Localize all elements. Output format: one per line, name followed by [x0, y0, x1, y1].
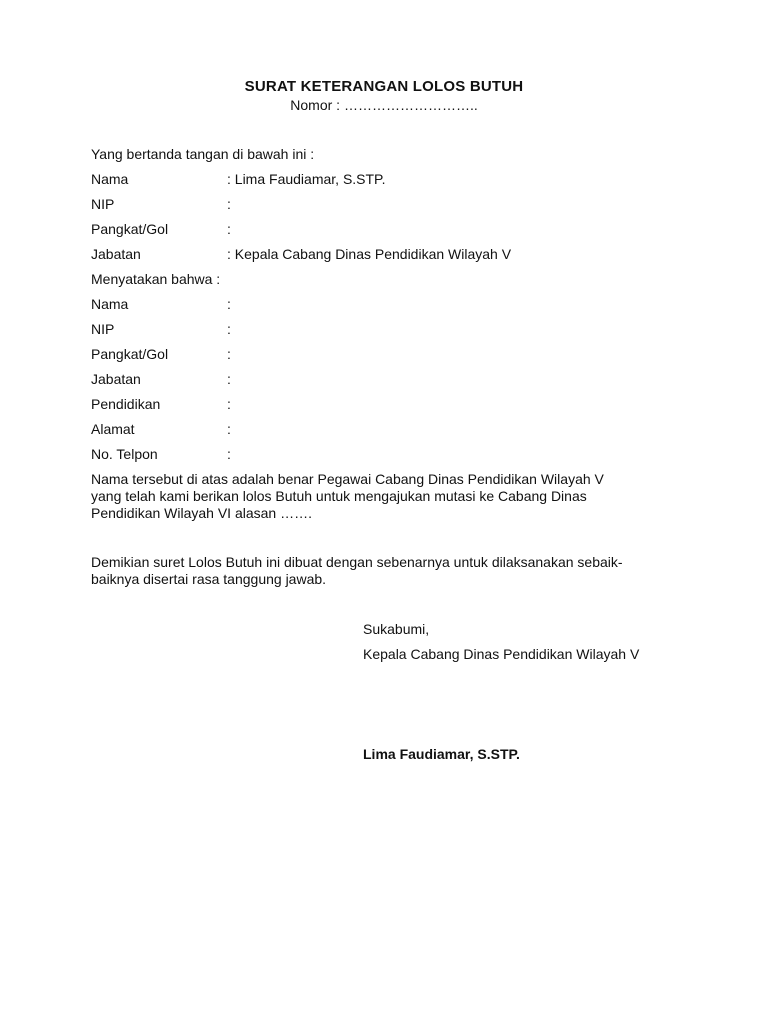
- signer-name-value: : Lima Faudiamar, S.STP.: [227, 171, 386, 187]
- subject-education-value: :: [227, 396, 231, 412]
- statement-line: Nama tersebut di atas adalah benar Pegawai Cabang Dinas Pendidikan Wilayah V: [91, 471, 604, 487]
- signer-name-label: Nama: [91, 171, 129, 187]
- document-number: Nomor : ………………………..: [290, 97, 478, 113]
- statement-line: Pendidikan Wilayah VI alasan …….: [91, 505, 312, 521]
- subject-phone-label: No. Telpon: [91, 446, 158, 462]
- subject-phone-value: :: [227, 446, 231, 462]
- subject-nip-label: NIP: [91, 321, 115, 337]
- subject-name-value: :: [227, 296, 231, 312]
- signer-position-value: : Kepala Cabang Dinas Pendidikan Wilayah V: [227, 246, 512, 262]
- subject-name-label: Nama: [91, 296, 129, 312]
- signer-rank-label: Pangkat/Gol: [91, 221, 169, 237]
- document-title: SURAT KETERANGAN LOLOS BUTUH: [244, 78, 524, 95]
- subject-address-value: :: [227, 421, 231, 437]
- closing-line: Demikian suret Lolos Butuh ini dibuat dengan sebenarnya untuk dilaksanakan sebaik-: [91, 554, 623, 570]
- subject-intro: Menyatakan bahwa :: [91, 271, 221, 287]
- closing-paragraph: [91, 554, 681, 588]
- signer-rank-value: :: [227, 221, 231, 237]
- subject-address-label: Alamat: [91, 421, 135, 437]
- closing-line: baiknya disertai rasa tanggung jawab.: [91, 571, 327, 587]
- signer-nip-label: NIP: [91, 196, 115, 212]
- signature-position: Kepala Cabang Dinas Pendidikan Wilayah V: [363, 646, 640, 662]
- subject-rank-label: Pangkat/Gol: [91, 346, 169, 362]
- signer-intro: Yang bertanda tangan di bawah ini :: [91, 146, 315, 162]
- subject-rank-value: :: [227, 346, 231, 362]
- subject-position-value: :: [227, 371, 231, 387]
- statement-line: yang telah kami berikan lolos Butuh untuk mengajukan mutasi ke Cabang Dinas: [91, 488, 587, 504]
- statement-paragraph: [91, 471, 681, 522]
- subject-nip-value: :: [227, 321, 231, 337]
- signature-place: Sukabumi,: [363, 621, 430, 637]
- subject-education-label: Pendidikan: [91, 396, 161, 412]
- signer-position-label: Jabatan: [91, 246, 141, 262]
- subject-position-label: Jabatan: [91, 371, 141, 387]
- signature-name: Lima Faudiamar, S.STP.: [363, 746, 520, 762]
- signer-nip-value: :: [227, 196, 231, 212]
